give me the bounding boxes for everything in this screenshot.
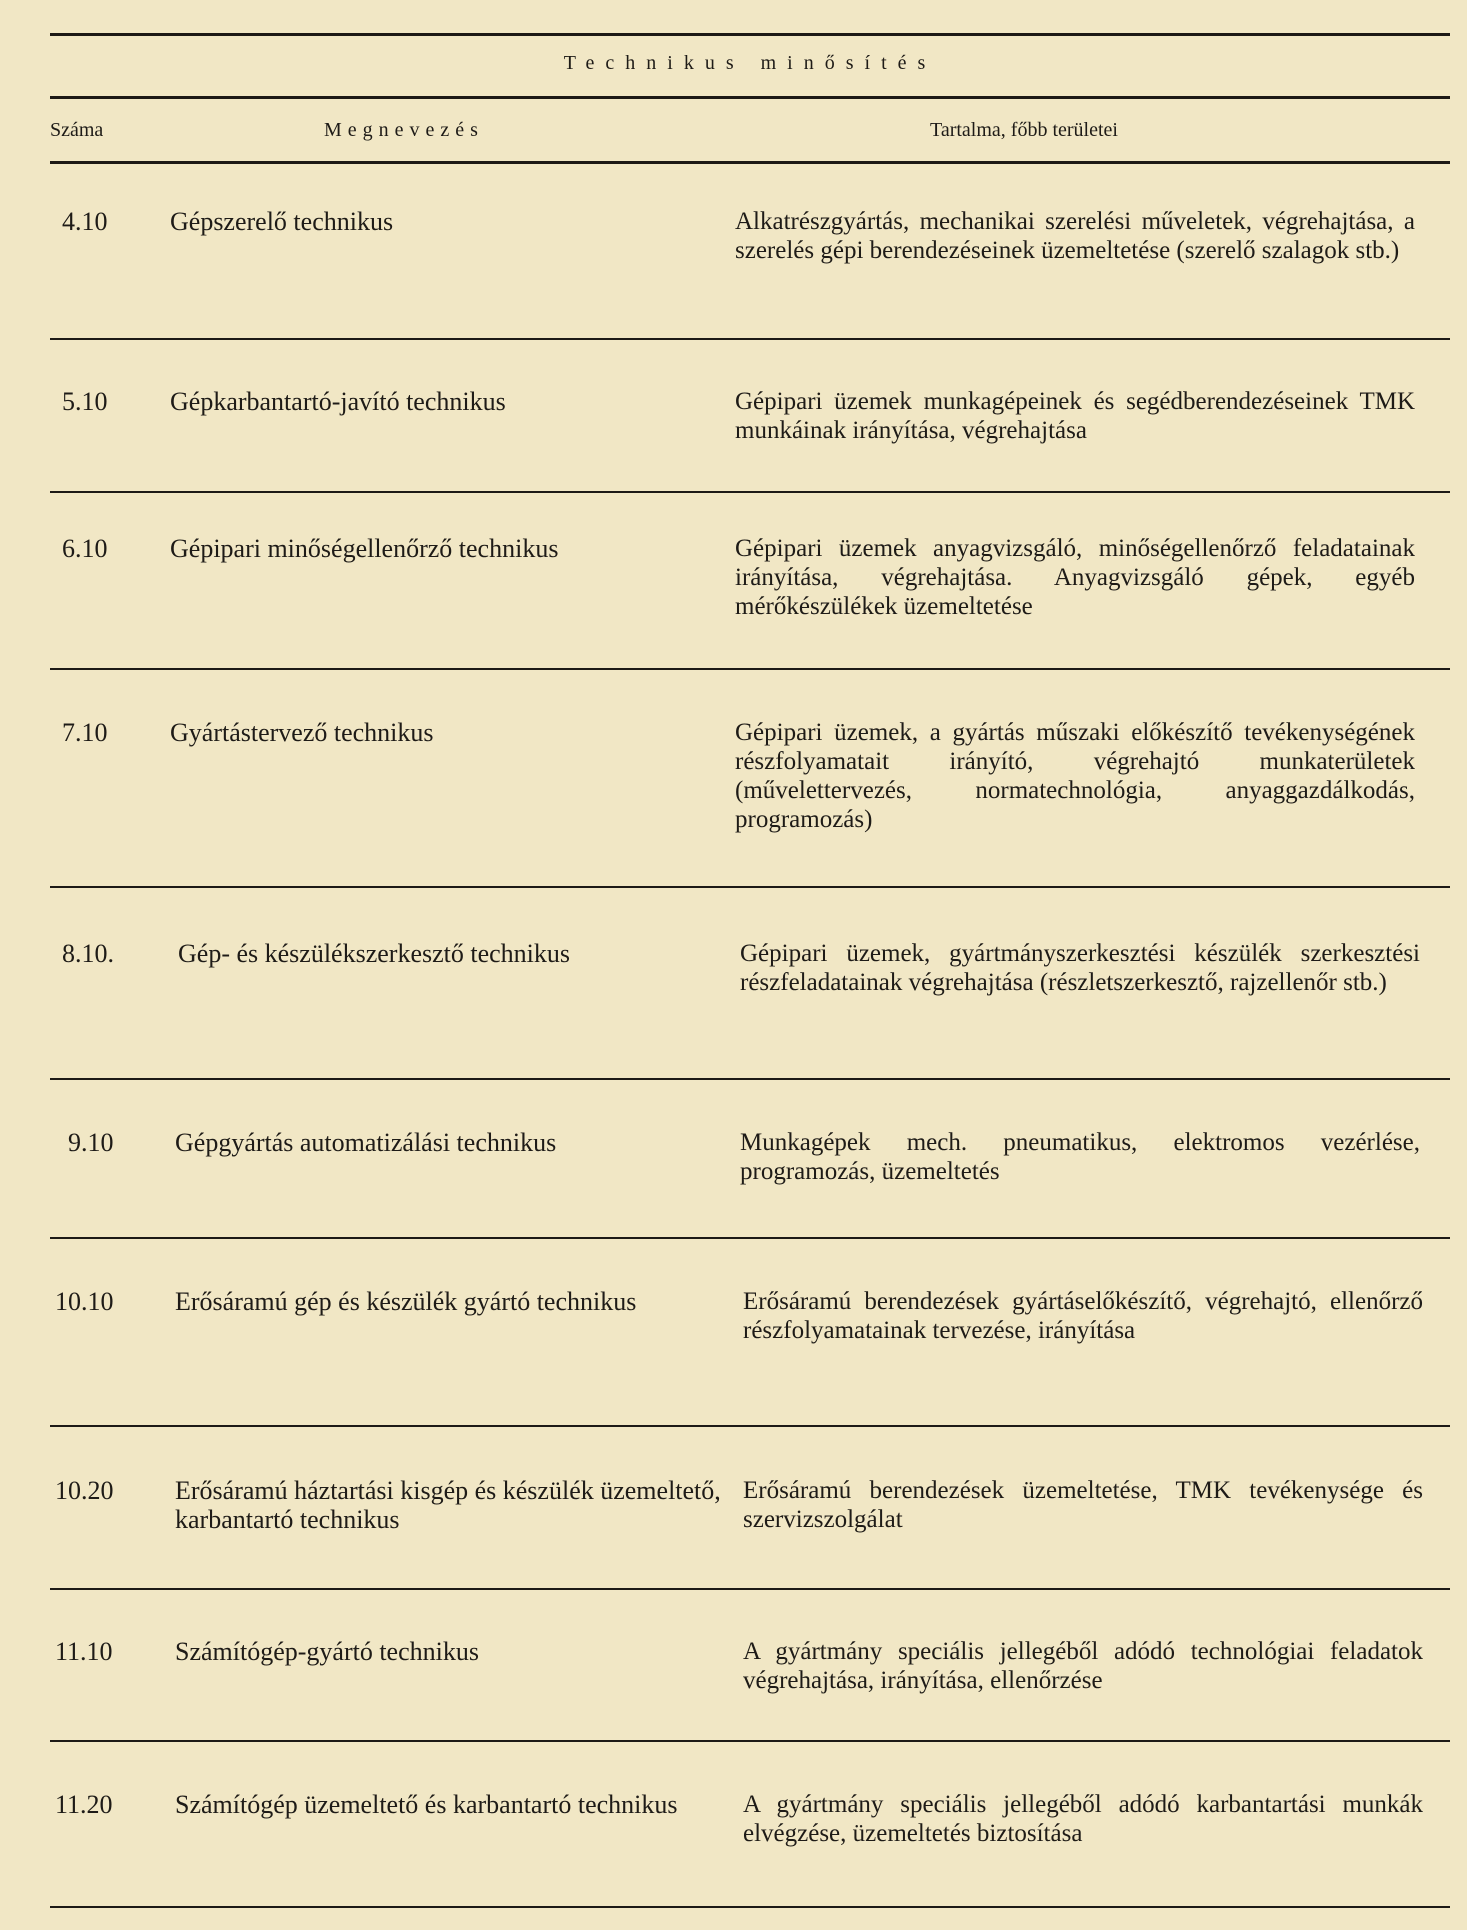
row-divider bbox=[50, 338, 1450, 340]
row-content: Gépipari üzemek, gyártmányszerkesztési készülék szerkesztési részfeladatainak végrehajtása (részletszerkesztő, rajzellenőr stb.) bbox=[740, 940, 1420, 996]
row-number: 11.20 bbox=[55, 1790, 113, 1819]
row-content: A gyártmány speciális jellegéből adódó karbantartási munkák elvégzése, üzemeltetés biztosítása bbox=[743, 1791, 1423, 1847]
row-divider bbox=[50, 1588, 1450, 1590]
row-number: 11.10 bbox=[55, 1637, 113, 1666]
header-number: Száma bbox=[50, 119, 104, 141]
row-name: Gépkarbantartó-javító technikus bbox=[170, 387, 506, 416]
row-name: Erősáramú háztartási kisgép és készülék üzemeltető, karbantartó technikus bbox=[175, 1476, 721, 1534]
row-number: 10.10 bbox=[55, 1287, 114, 1316]
row-divider bbox=[50, 1740, 1450, 1742]
row-number: 6.10 bbox=[62, 534, 108, 563]
row-content: A gyártmány speciális jellegéből adódó technológiai feladatok végrehajtása, irányítása, ellenőrzése bbox=[743, 1638, 1423, 1694]
row-divider bbox=[50, 1237, 1450, 1239]
row-content: Alkatrészgyártás, mechanikai szerelési műveletek, végrehajtása, a szerelés gépi berendezéseinek üzemeltetése (szerelő szalagok stb.) bbox=[735, 208, 1415, 264]
header-rule bbox=[50, 161, 1450, 164]
row-content: Gépipari üzemek anyagvizsgáló, minőségellenőrző feladatainak irányítása, végrehajtása. Anyagvizsgáló gépek, egyéb mérőkészülékek üzemeltetése bbox=[735, 535, 1415, 620]
row-name: Gyártástervező technikus bbox=[170, 718, 434, 747]
bottom-rule bbox=[50, 1906, 1450, 1908]
row-content: Erősáramú berendezések üzemeltetése, TMK tevékenysége és szervizszolgálat bbox=[743, 1477, 1423, 1533]
table-title: Technikus minősítés bbox=[563, 52, 937, 74]
row-name: Számítógép-gyártó technikus bbox=[175, 1637, 479, 1666]
row-content: Munkagépek mech. pneumatikus, elektromos vezérlése, programozás, üzemeltetés bbox=[740, 1129, 1420, 1185]
row-divider bbox=[50, 668, 1450, 670]
row-content: Gépipari üzemek, a gyártás műszaki előkészítő tevékenységének részfolyamatait irányító, végrehajtó munkaterületek (művelettervezés, normatechnológia, anyaggazdálkodás, programozás) bbox=[735, 719, 1415, 833]
header-name: Megnevezés bbox=[324, 119, 484, 141]
row-name: Erősáramú gép és készülék gyártó technikus bbox=[175, 1287, 637, 1316]
row-name: Gépszerelő technikus bbox=[170, 207, 394, 236]
row-content: Gépipari üzemek munkagépeinek és segédberendezéseinek TMK munkáinak irányítása, végrehajtása bbox=[735, 388, 1415, 444]
row-name: Számítógép üzemeltető és karbantartó technikus bbox=[175, 1790, 678, 1819]
row-name: Gépgyártás automatizálási technikus bbox=[175, 1128, 557, 1157]
row-content: Erősáramú berendezések gyártáselőkészítő, végrehajtó, ellenőrző részfolyamatainak tervezése, irányítása bbox=[743, 1288, 1423, 1344]
header-content: Tartalma, főbb területei bbox=[930, 119, 1118, 141]
row-divider bbox=[50, 1078, 1450, 1080]
row-number: 4.10 bbox=[62, 207, 108, 236]
row-divider bbox=[50, 1425, 1450, 1427]
row-number: 9.10 bbox=[68, 1128, 114, 1157]
top-rule bbox=[50, 33, 1450, 36]
row-number: 5.10 bbox=[62, 387, 108, 416]
row-name: Gép- és készülékszerkesztő technikus bbox=[178, 939, 571, 968]
title-rule bbox=[50, 96, 1450, 99]
row-number: 10.20 bbox=[55, 1476, 114, 1505]
row-name: Gépipari minőségellenőrző technikus bbox=[170, 534, 559, 563]
row-number: 7.10 bbox=[62, 718, 108, 747]
row-divider bbox=[50, 886, 1450, 888]
row-number: 8.10. bbox=[62, 939, 114, 968]
row-divider bbox=[50, 491, 1450, 493]
